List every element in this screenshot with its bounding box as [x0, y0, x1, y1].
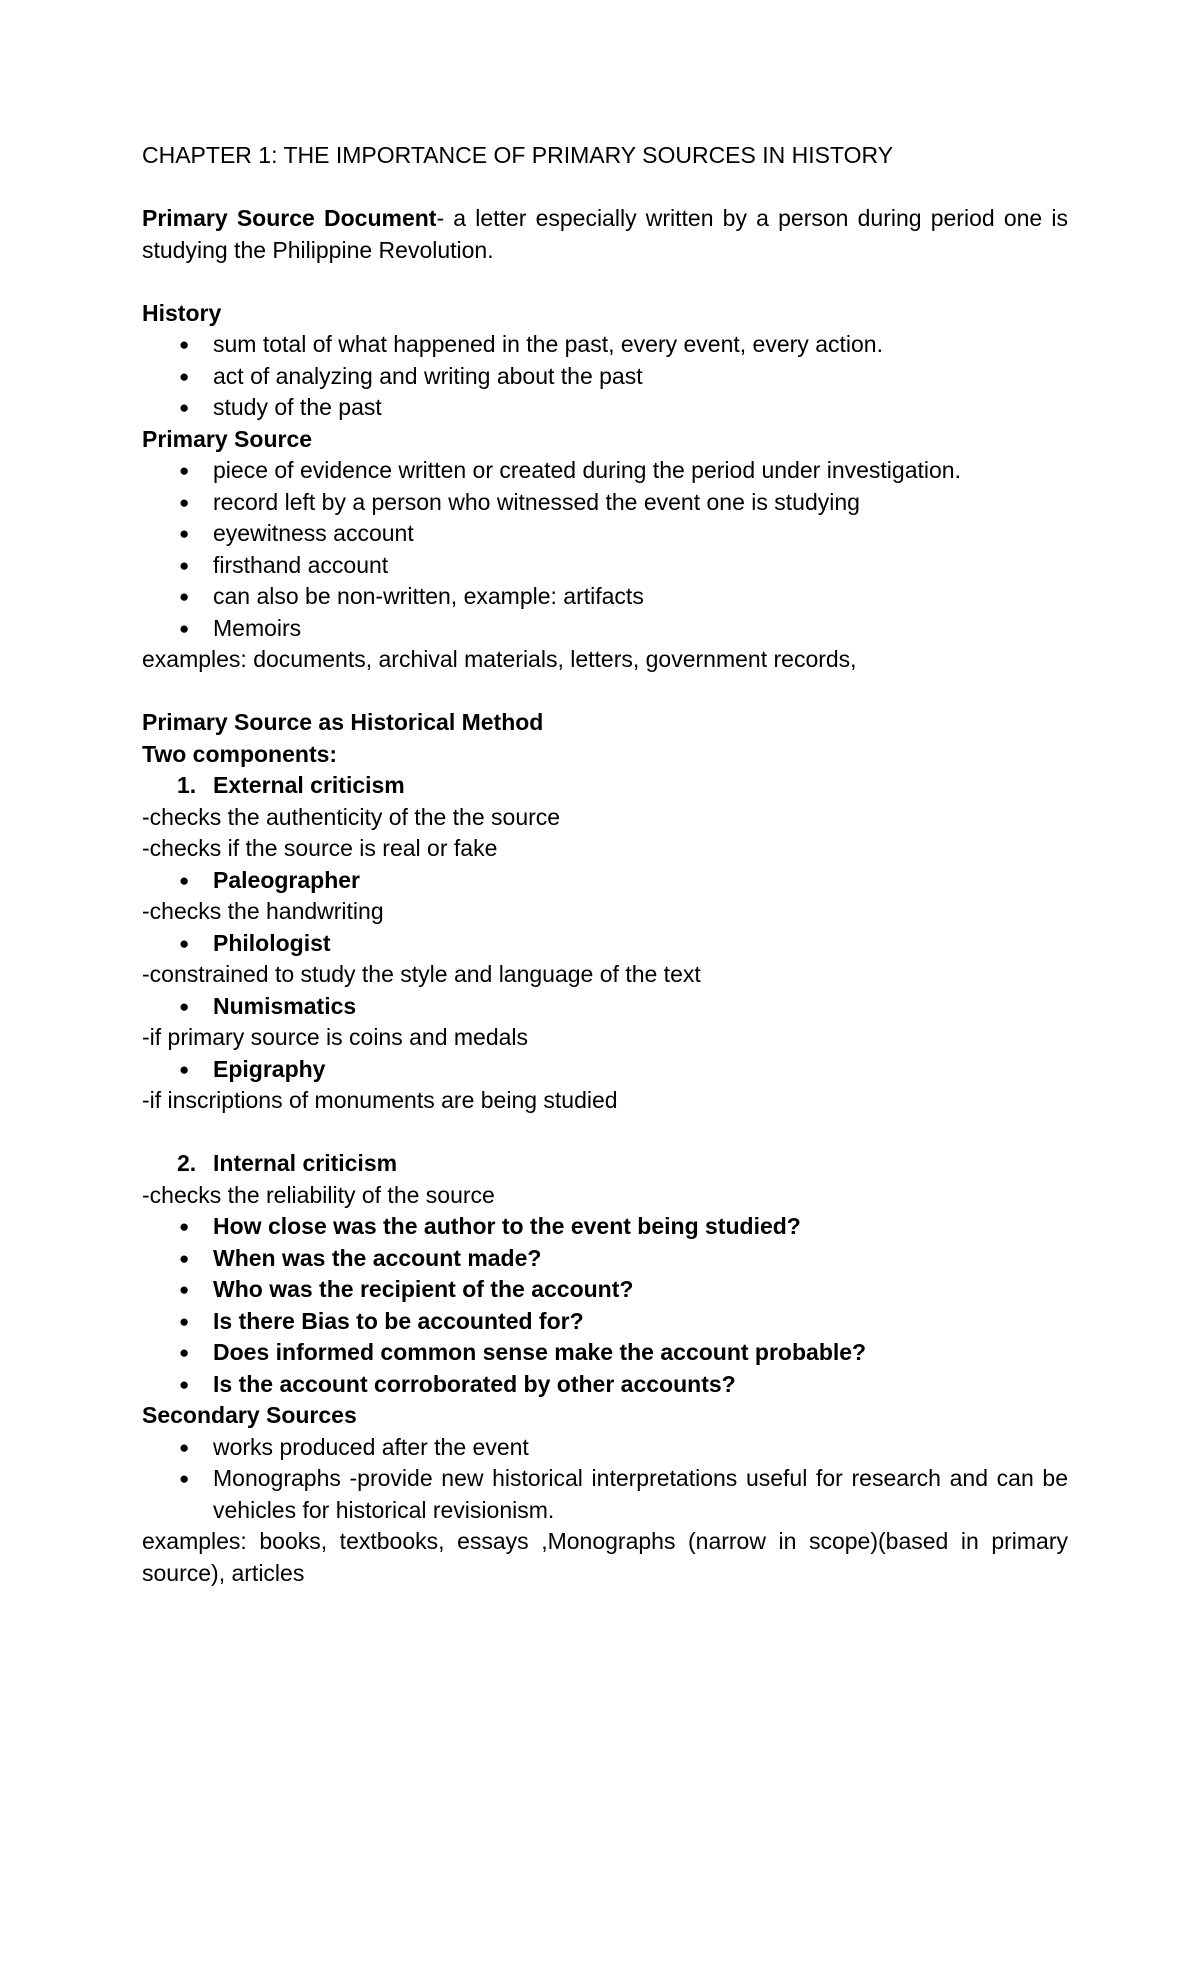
secondary-sources-heading: Secondary Sources: [142, 1402, 357, 1428]
list-item: ● When was the account made?: [142, 1243, 1068, 1275]
bullet-icon: ●: [179, 461, 190, 480]
bullet-icon: ●: [179, 1059, 190, 1079]
bullet-icon: ●: [179, 1469, 190, 1488]
bullet-icon: ●: [179, 492, 190, 512]
spacer: [142, 266, 1068, 298]
list-item: ● Does informed common sense make the account probable?: [142, 1337, 1068, 1369]
list-item: ● record left by a person who witnessed the event one is studying: [142, 487, 1068, 519]
secondary-examples: examples: books, textbooks, essays ,Monographs (narrow in scope)(based in primary source), articles: [142, 1528, 1068, 1586]
bullet-icon: ●: [179, 1343, 190, 1362]
document-page: [142, 140, 1068, 1589]
list-item: 2. Internal criticism: [142, 1148, 1068, 1180]
chapter-title: CHAPTER 1: THE IMPORTANCE OF PRIMARY SOURCES IN HISTORY: [142, 142, 894, 168]
bullet-icon: ●: [179, 366, 190, 386]
psd-term: Primary Source Document: [142, 205, 437, 231]
primary-source-examples: examples: documents, archival materials, letters, government records,: [142, 646, 857, 672]
list-item: ● Monographs -provide new historical interpretations useful for research and can be vehicles for historical revisionism.: [179, 1465, 1068, 1523]
primary-source-list: [142, 455, 1068, 644]
list-item: ● eyewitness account: [142, 518, 1068, 550]
external-line: -checks if the source is real or fake: [142, 835, 498, 861]
method-heading: Primary Source as Historical Method: [142, 709, 544, 735]
bullet-icon: ●: [179, 398, 190, 417]
bullet-icon: ●: [179, 996, 190, 1016]
psd-definition: - a letter especially written by a person during period one is studying the Philippine Revolution.: [142, 205, 1069, 263]
list-item: ● Is the account corroborated by other accounts?: [142, 1369, 1068, 1401]
bullet-icon: ●: [179, 1437, 190, 1457]
list-item: ● Who was the recipient of the account?: [142, 1274, 1068, 1306]
internal-criticism-item: [142, 1148, 1068, 1180]
internal-questions-list: [142, 1211, 1068, 1400]
bullet-icon: ●: [179, 524, 190, 543]
history-heading: History: [142, 299, 222, 326]
specialist-list: [142, 928, 1068, 960]
primary-source-document-definition: [142, 203, 1068, 266]
specialist-list: [142, 991, 1068, 1023]
list-item: ● act of analyzing and writing about the past: [142, 361, 1068, 393]
list-item: ● study of the past: [142, 392, 1068, 424]
specialist-list: [142, 1054, 1068, 1086]
bullet-icon: ●: [179, 1374, 190, 1394]
list-item: ● sum total of what happened in the past, every event, every action.: [142, 329, 1068, 361]
spacer: [142, 1117, 1068, 1149]
list-item: ● Memoirs: [142, 613, 1068, 645]
list-item: ● Numismatics: [142, 991, 1068, 1023]
bullet-icon: ●: [179, 587, 190, 606]
list-item: ● firsthand account: [142, 550, 1068, 582]
bullet-icon: ●: [179, 933, 190, 953]
specialist-list: [142, 865, 1068, 897]
list-number: 1.: [177, 772, 197, 798]
bullet-icon: ●: [179, 1217, 190, 1236]
list-item: 1. External criticism: [142, 770, 1068, 802]
history-list: [142, 329, 1068, 424]
specialist-desc: -checks the handwriting: [142, 898, 384, 924]
bullet-icon: ●: [179, 1248, 190, 1268]
list-number: 2.: [177, 1150, 197, 1176]
secondary-sources-list: [142, 1432, 1068, 1527]
list-item: ● Is there Bias to be accounted for?: [142, 1306, 1068, 1338]
method-subheading: Two components:: [142, 740, 338, 767]
list-item: ● works produced after the event: [142, 1432, 1068, 1464]
bullet-icon: ●: [179, 335, 190, 354]
internal-line: -checks the reliability of the source: [142, 1181, 495, 1208]
list-item: ● piece of evidence written or created during the period under investigation.: [142, 455, 1068, 487]
list-item: ● How close was the author to the event being studied?: [142, 1211, 1068, 1243]
bullet-icon: ●: [179, 618, 190, 638]
list-item: ● Paleographer: [142, 865, 1068, 897]
bullet-icon: ●: [179, 555, 190, 575]
list-item: ● Philologist: [142, 928, 1068, 960]
external-criticism-item: [142, 770, 1068, 802]
list-item: ● can also be non-written, example: artifacts: [142, 581, 1068, 613]
primary-source-heading: Primary Source: [142, 425, 313, 452]
bullet-icon: ●: [179, 1311, 190, 1331]
specialist-desc: -if primary source is coins and medals: [142, 1024, 529, 1050]
list-item: ● Epigraphy: [142, 1054, 1068, 1086]
spacer: [142, 676, 1068, 708]
specialist-desc: -constrained to study the style and language of the text: [142, 961, 701, 987]
specialist-desc: -if inscriptions of monuments are being studied: [142, 1087, 618, 1113]
bullet-icon: ●: [179, 870, 190, 890]
bullet-icon: ●: [179, 1280, 190, 1299]
external-line: -checks the authenticity of the the source: [142, 803, 561, 830]
